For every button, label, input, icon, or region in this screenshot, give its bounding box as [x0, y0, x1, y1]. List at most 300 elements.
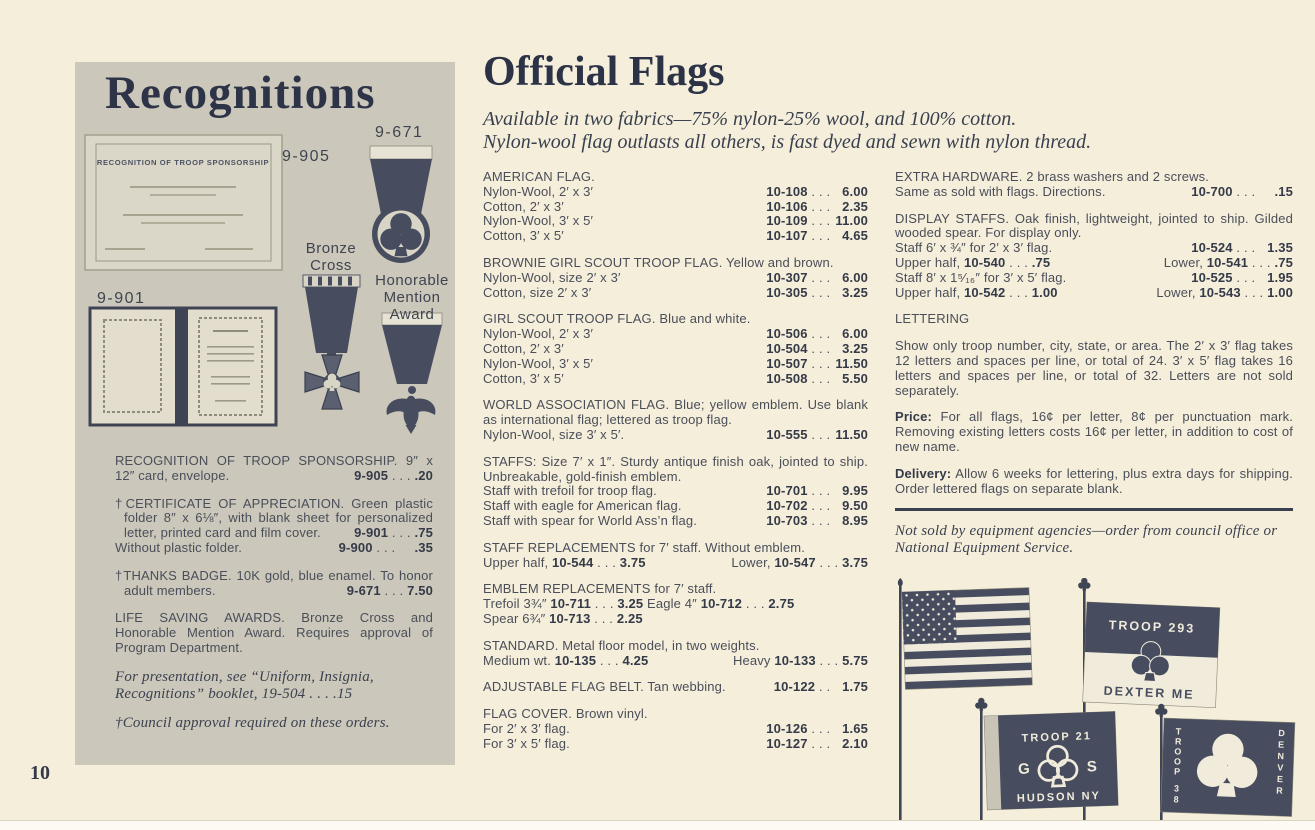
paragraph	[115, 669, 433, 703]
catalog-number: 10-700	[1191, 183, 1233, 199]
recognitions-section	[115, 715, 433, 732]
recognitions-panel	[75, 62, 455, 765]
price: 5.75	[842, 652, 868, 668]
price: 5.50	[842, 370, 868, 386]
item-label: Cotton, size 2′ x 3′	[483, 284, 592, 300]
dot-leader: . . .	[596, 652, 623, 668]
paragraph	[115, 715, 433, 732]
catalog-number: 10-305	[766, 284, 808, 300]
page-number: 10	[30, 762, 50, 784]
price: 2.10	[842, 735, 868, 751]
catalog-number: 10-307	[766, 269, 808, 285]
paragraph	[483, 639, 868, 654]
flags-section	[483, 312, 868, 386]
dot-leader: . . .	[807, 198, 834, 214]
item-label: Cotton, 2′ x 3′	[483, 198, 564, 214]
dot-leader: . . .	[807, 326, 834, 342]
price: 11.00	[835, 213, 868, 229]
price-group	[766, 499, 868, 514]
paragraph	[895, 339, 1293, 398]
honorable-mention-illustration	[382, 313, 442, 434]
price: 1.65	[842, 720, 868, 736]
catalog-number: 10-703	[766, 512, 808, 528]
subtitle-line-2: Nylon-wool flag outlasts all others, is fast dyed and sewn with nylon thread.	[483, 131, 1092, 153]
flags-section	[483, 707, 868, 751]
item-label: Lower,	[1163, 254, 1207, 270]
text-fragment: EXTRA HARDWARE. 2 brass washers and 2 screws.	[895, 169, 1210, 184]
price-row	[115, 541, 433, 556]
item-label: Nylon-Wool, 2′ x 3′	[483, 326, 594, 342]
recognitions-illustrations	[75, 62, 455, 442]
price: 6.00	[842, 269, 868, 285]
price: 7.50	[407, 582, 433, 598]
eagle-finial-icon	[898, 578, 903, 587]
price: 11.50	[835, 355, 868, 371]
item-label: Cotton, 2′ x 3′	[483, 340, 564, 356]
flags-section	[483, 582, 868, 626]
figure-label-9-671: 9-671	[375, 124, 424, 141]
recognitions-price-list	[115, 454, 433, 745]
paragraph	[483, 312, 868, 327]
text-fragment: 10-713	[549, 610, 591, 626]
catalog-number: 9-671	[346, 582, 381, 598]
dot-leader: . . .	[807, 284, 834, 300]
item-label: For 3′ x 5′ flag.	[483, 735, 570, 751]
price: 1.00	[1267, 284, 1293, 300]
eagle-medal-icon	[387, 396, 436, 434]
dot-leader: . . .	[815, 652, 843, 668]
pair-group	[483, 654, 648, 669]
divider-rule	[895, 508, 1293, 511]
catalog-number: 10-540	[964, 254, 1006, 270]
dot-leader: . . .	[807, 183, 834, 199]
paragraph	[115, 569, 433, 599]
price: 4.25	[622, 652, 649, 668]
price: 1.95	[1267, 269, 1293, 285]
item-label: Without plastic folder.	[115, 539, 243, 555]
price-group	[766, 484, 868, 499]
dot-leader: . . .	[1232, 183, 1259, 199]
paragraph	[895, 523, 1293, 557]
text-fragment: Spear 6¾″	[483, 610, 550, 626]
catalog-number: 10-122	[773, 679, 816, 695]
catalog-number: 10-107	[766, 228, 808, 244]
text-fragment: For presentation, see “Uniform, Insignia, Recognitions” booklet, 19-504 . . . .15	[115, 668, 374, 702]
price-row	[895, 185, 1293, 200]
price: 8.95	[842, 512, 868, 528]
item-label: Nylon-Wool, 3′ x 5′	[483, 213, 594, 229]
catalog-number: 10-542	[964, 284, 1006, 300]
text-fragment: Allow 6 weeks for lettering, plus extra days for shipping. Order lettered flags on separate blank.	[895, 465, 1293, 496]
pair-group	[1156, 286, 1293, 301]
dot-leader: . . .	[380, 582, 408, 598]
dot-leader: . . .	[807, 228, 834, 244]
catalog-number: 10-127	[766, 735, 808, 751]
price: .35	[414, 539, 433, 555]
item-label: Nylon-Wool, 2′ x 3′	[483, 183, 594, 199]
text-fragment: STANDARD. Metal floor model, in two weights.	[483, 637, 760, 653]
appreciation-folder-illustration	[90, 308, 276, 425]
price: 6.00	[842, 183, 868, 199]
catalog-number: 10-547	[774, 554, 816, 570]
dot-leader: . . .	[388, 467, 415, 483]
price-row	[483, 342, 868, 357]
paragraph	[483, 398, 868, 428]
dot-leader: . . .	[1248, 254, 1275, 270]
text-fragment: DISPLAY STAFFS. Oak finish, lightweight, jointed to ship. Gilded wooded spear. For display only.	[895, 210, 1293, 241]
price-row	[895, 241, 1293, 256]
text-fragment: 2.25	[616, 610, 643, 626]
dot-leader: . . .	[1005, 284, 1032, 300]
paragraph	[895, 410, 1293, 454]
price-row	[483, 514, 868, 529]
paragraph	[483, 597, 868, 612]
price-row-pair	[483, 556, 868, 571]
item-label: Lower,	[731, 554, 775, 570]
figure-label-9-905: 9-905	[282, 148, 331, 165]
pair-group	[731, 556, 868, 571]
price: .75	[1274, 254, 1293, 270]
troop-vertical-label: TROOP	[1173, 726, 1182, 777]
text-fragment: 10-712	[700, 596, 743, 612]
page-title: Official Flags	[483, 49, 725, 95]
price-group	[766, 722, 868, 737]
price-group	[354, 525, 433, 541]
thanks-badge-illustration	[370, 146, 432, 263]
figure-label-honorable-mention: Honorable Mention Award	[375, 272, 449, 323]
price-group	[766, 514, 868, 529]
text-fragment: Trefoil 3¾″	[483, 596, 551, 612]
flags-section	[895, 212, 1293, 301]
catalog-number: 10-524	[1191, 240, 1233, 256]
denver-vertical-label: DENVER	[1276, 728, 1285, 796]
price-group	[354, 469, 433, 484]
dexter-me-label: DEXTER ME	[1103, 683, 1195, 702]
catalog-number: 10-525	[1191, 269, 1233, 285]
item-label: Cotton, 3′ x 5′	[483, 370, 564, 386]
price-group	[766, 342, 868, 357]
price-row-pair	[483, 654, 868, 669]
text-fragment: . . .	[590, 610, 617, 626]
catalog-number: 10-702	[766, 498, 808, 514]
flags-section	[895, 523, 1293, 557]
price-row	[483, 200, 868, 215]
text-fragment: FLAG COVER. Brown vinyl.	[483, 706, 648, 722]
catalog-number: 9-901	[354, 525, 389, 541]
flags-section	[483, 639, 868, 669]
dot-leader: . . .	[1232, 240, 1259, 256]
catalog-number: 10-504	[766, 340, 808, 356]
flags-section	[483, 541, 868, 571]
item-label: Staff with eagle for American flag.	[483, 498, 682, 514]
price-group	[766, 357, 868, 372]
text-fragment: EMBLEM REPLACEMENTS for 7′ staff.	[483, 581, 717, 597]
catalog-number: 10-108	[766, 183, 808, 199]
price: .75	[414, 525, 433, 541]
text-fragment: WORLD ASSOCIATION FLAG. Blue; yellow emblem. Use blank as international flag; lettered as troop flag.	[483, 397, 868, 428]
catalog-number: 9-905	[354, 467, 389, 483]
catalog-number: 10-543	[1199, 284, 1241, 300]
flags-section	[483, 680, 868, 695]
pair-group	[895, 256, 1050, 271]
dot-leader: . . .	[807, 340, 834, 356]
price: .20	[414, 467, 433, 483]
price-group	[1191, 241, 1293, 256]
flags-section	[483, 170, 868, 244]
price-group	[766, 271, 868, 286]
paragraph	[115, 497, 433, 541]
price-row-pair	[895, 286, 1293, 301]
price-group	[766, 372, 868, 387]
catalog-number: 10-555	[766, 426, 808, 442]
paragraph	[483, 256, 868, 271]
catalog-number: 10-109	[766, 213, 808, 229]
text-fragment: LETTERING	[895, 311, 970, 327]
text-fragment: †CERTIFICATE OF APPRECIATION. Green plastic folder 8″ x 6⅛″, with blank sheet for personalized letter, printed card and film cover.	[115, 495, 433, 541]
dot-leader: . . .	[807, 483, 834, 499]
price-row-pair	[895, 256, 1293, 271]
flags-section	[895, 508, 1293, 511]
paragraph	[483, 582, 868, 597]
text-fragment: †Council approval required on these orders.	[115, 715, 390, 732]
price-group	[766, 200, 868, 215]
dot-leader: . . .	[807, 370, 834, 386]
item-label: For 2′ x 3′ flag.	[483, 720, 570, 736]
price-row	[483, 214, 868, 229]
price: 1.35	[1267, 240, 1293, 256]
troop-293-label: TROOP 293	[1108, 617, 1196, 636]
figure-label-bronze-cross: Bronze Cross	[305, 240, 357, 274]
price: 3.75	[619, 554, 646, 570]
catalog-number: 10-506	[766, 326, 808, 342]
dot-leader: . . .	[1240, 284, 1268, 300]
flags-section	[895, 339, 1293, 398]
text-fragment: RECOGNITION OF TROOP SPONSORSHIP. 9″ x 12″ card, envelope.	[115, 453, 433, 483]
item-label: Same as sold with flags. Directions.	[895, 183, 1106, 199]
dot-leader: . . .	[807, 355, 834, 371]
price-group	[1191, 185, 1293, 200]
price-group	[766, 428, 868, 443]
price: 9.95	[842, 483, 868, 499]
price: 3.25	[842, 340, 868, 356]
certificate-title-text: RECOGNITION OF TROOP SPONSORSHIP	[96, 158, 270, 167]
item-label: Nylon-Wool, size 3′ x 5′.	[483, 426, 625, 442]
troop-flags-illustration	[888, 578, 1315, 830]
troop-21-flag-illustration	[975, 698, 1118, 828]
dot-leader: . . .	[807, 426, 834, 442]
paragraph	[115, 454, 433, 484]
item-label: Nylon-Wool, 3′ x 5′	[483, 355, 594, 371]
price: 2.35	[842, 198, 868, 214]
pair-group	[895, 286, 1058, 301]
paragraph	[895, 212, 1293, 242]
text-fragment: GIRL SCOUT TROOP FLAG. Blue and white.	[483, 311, 751, 327]
price: 3.75	[842, 554, 868, 570]
price-row	[483, 428, 868, 443]
recognitions-section	[115, 454, 433, 484]
price: .15	[1274, 183, 1293, 199]
catalog-number: 10-133	[774, 652, 816, 668]
text-fragment: Show only troop number, city, state, or area. The 2′ x 3′ flag takes 12 letters and spaces per line, or total of 24. 3′ x 5′ flag takes 16 letters and spaces per line, or total of 32. Letters are not sold separately.	[895, 338, 1293, 398]
text-fragment: . . .	[742, 596, 769, 612]
price-group	[346, 582, 433, 599]
catalog-number: 9-900	[338, 539, 373, 555]
paragraph	[895, 467, 1293, 497]
price-row	[483, 185, 868, 200]
catalog-number: 10-508	[766, 370, 808, 386]
flags-price-list-right-column	[895, 170, 1293, 569]
price-row	[483, 499, 868, 514]
item-label: Staff with trefoil for troop flag.	[483, 483, 657, 499]
flags-section	[483, 398, 868, 442]
dot-leader: . . .	[388, 525, 415, 541]
dot-leader: . . .	[815, 554, 843, 570]
price-row	[483, 271, 868, 286]
price-group	[766, 214, 868, 229]
flags-section	[895, 312, 1293, 327]
price-group	[766, 737, 868, 752]
flags-section	[483, 455, 868, 529]
text-fragment: For all flags, 16¢ per letter, 8¢ per punctuation mark. Removing existing letters costs 16¢ per letter, in addition to cost of new name.	[895, 409, 1293, 454]
text-fragment: AMERICAN FLAG.	[483, 169, 595, 184]
flags-section	[895, 467, 1293, 497]
g-letter: G	[1017, 760, 1031, 778]
text-fragment: 10-711	[550, 596, 592, 612]
flags-section	[895, 410, 1293, 454]
dot-leader: . . .	[807, 512, 834, 528]
bronze-cross-illustration	[303, 275, 360, 409]
text-fragment: †THANKS BADGE. 10K gold, blue enamel. To honor adult members.	[115, 567, 433, 598]
text-fragment: Delivery:	[895, 465, 952, 481]
pair-group	[483, 556, 646, 571]
price: .75	[1031, 254, 1051, 270]
catalog-number: 10-126	[766, 720, 808, 736]
dot-leader: . . .	[1005, 254, 1032, 270]
text-fragment: Eagle 4″	[643, 596, 701, 612]
price-row	[483, 372, 868, 387]
text-fragment: BROWNIE GIRL SCOUT TROOP FLAG. Yellow and brown.	[483, 254, 834, 270]
price-row	[483, 229, 868, 244]
item-label: Medium wt.	[483, 652, 555, 668]
dot-leader: . . .	[807, 720, 834, 736]
price-group	[766, 185, 868, 200]
catalog-number: 10-701	[766, 483, 808, 499]
dot-leader: . . .	[807, 213, 834, 229]
paragraph	[115, 611, 433, 655]
item-label: Upper half,	[483, 554, 553, 570]
text-fragment: Not sold by equipment agencies—order from council office or National Equipment Service.	[895, 523, 1278, 557]
recognitions-section	[115, 611, 433, 655]
text-fragment: STAFF REPLACEMENTS for 7′ staff. Without emblem.	[483, 539, 805, 555]
price: 1.75	[842, 679, 868, 695]
catalog-number: 10-135	[554, 652, 597, 668]
hudson-ny-label: HUDSON NY	[1016, 789, 1102, 805]
recognitions-section	[115, 497, 433, 556]
dot-leader: . . .	[807, 498, 834, 514]
pair-group	[733, 654, 868, 669]
price-row	[483, 357, 868, 372]
item-label: ADJUSTABLE FLAG BELT. Tan webbing.	[483, 679, 726, 695]
s-letter: S	[1086, 758, 1098, 776]
item-label: Upper half,	[895, 254, 965, 270]
item-label: Staff 6′ x ¾″ for 2′ x 3′ flag.	[895, 240, 1053, 256]
price: 1.00	[1031, 284, 1058, 300]
price: 11.50	[835, 426, 868, 442]
price-group	[774, 680, 868, 695]
paragraph	[483, 612, 868, 627]
price-row	[483, 722, 868, 737]
text-fragment: 2.75	[768, 596, 795, 612]
catalog-number: 10-541	[1206, 254, 1249, 270]
paragraph	[483, 455, 868, 485]
price-row	[483, 680, 868, 695]
text-fragment: 3.25	[617, 596, 644, 612]
item-label: Lower,	[1156, 284, 1200, 300]
pair-group	[1164, 256, 1293, 271]
dot-leader: . . .	[593, 554, 620, 570]
dot-leader: . . .	[807, 735, 834, 751]
catalog-number: 10-106	[766, 198, 808, 214]
recognitions-section	[115, 569, 433, 599]
price: 4.65	[842, 228, 868, 244]
item-label: Staff 8′ x 1⁵⁄₁₆″ for 3′ x 5′ flag.	[895, 269, 1067, 285]
price: 9.50	[842, 498, 868, 514]
subtitle-line-1: Available in two fabrics—75% nylon-25% wool, and 100% cotton.	[483, 108, 1017, 130]
recognitions-title: Recognitions	[105, 67, 376, 119]
text-fragment: STAFFS: Size 7′ x 1″. Sturdy antique finish oak, jointed to ship. Unbreakable, gold-finish emblem.	[483, 453, 868, 484]
paragraph	[895, 312, 1293, 327]
item-label: Staff with spear for World Ass’n flag.	[483, 512, 698, 528]
dot-leader: . . .	[372, 539, 399, 555]
item-label: Heavy	[732, 652, 775, 668]
price: 3.25	[842, 284, 868, 300]
price-row	[483, 286, 868, 301]
figure-label-9-901: 9-901	[97, 290, 146, 307]
page-bottom-edge	[0, 820, 1315, 830]
price-row	[483, 484, 868, 499]
price-group	[1191, 271, 1293, 286]
flags-price-list-left-column	[483, 170, 868, 764]
text-fragment: Price:	[895, 409, 933, 425]
certificate-illustration	[85, 135, 282, 270]
paragraph	[895, 170, 1293, 185]
page-subtitle	[483, 108, 1231, 154]
flags-section	[895, 170, 1293, 200]
dot-leader: . .	[815, 679, 834, 695]
troop-21-label: TROOP 21	[1021, 730, 1093, 745]
price-row	[895, 271, 1293, 286]
catalog-number: 10-507	[766, 355, 808, 371]
price-group	[339, 541, 433, 556]
paragraph	[483, 541, 868, 556]
recognitions-section	[115, 669, 433, 703]
item-label: Upper half,	[895, 284, 965, 300]
item-label: Cotton, 3′ x 5′	[483, 228, 564, 244]
paragraph	[483, 170, 868, 185]
flags-section	[483, 256, 868, 300]
paragraph	[483, 707, 868, 722]
catalog-number: 10-544	[552, 554, 594, 570]
item-label: Nylon-Wool, size 2′ x 3′	[483, 269, 621, 285]
troop-38-flag-illustration	[1155, 704, 1295, 828]
price-group	[766, 229, 868, 244]
price-group	[766, 286, 868, 301]
price-row	[483, 737, 868, 752]
price-row	[483, 327, 868, 342]
text-fragment: LIFE SAVING AWARDS. Bronze Cross and Honorable Mention Award. Requires approval of Program Department.	[115, 610, 433, 655]
troop-number-vertical-label: 38	[1173, 783, 1180, 805]
price-group	[766, 327, 868, 342]
